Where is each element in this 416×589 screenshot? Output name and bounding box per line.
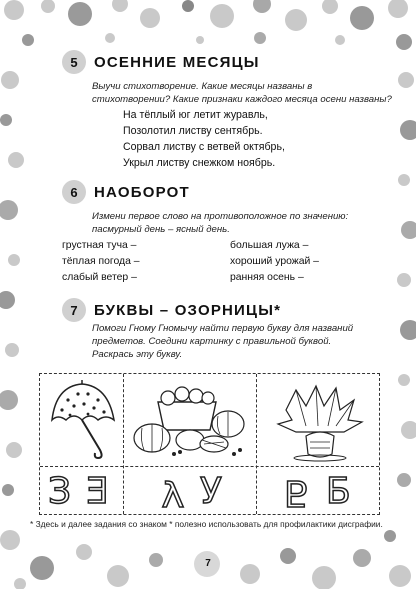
letter-e-mirrored[interactable]: Е	[86, 471, 109, 512]
task5-title: ОСЕННИЕ МЕСЯЦЫ	[94, 53, 260, 71]
task7-header	[62, 298, 281, 322]
task6-header	[62, 180, 190, 204]
poem-line: На тёплый юг летит журавль,	[123, 109, 268, 121]
task6-number: 6	[62, 180, 86, 204]
task7-instruction: Помоги Гному Гномычу найти первую букву для названий предметов. Соедини картинку с правильной буквой. Раскрась эту букву.	[92, 323, 354, 360]
word-pair: грустная туча –	[62, 240, 137, 251]
poem-line: Укрыл листву снежком ноябрь.	[123, 157, 276, 169]
task5-poem	[123, 107, 285, 171]
letter-z[interactable]: З	[48, 471, 72, 512]
task5-instruction: Выучи стихотворение. Какие месяцы названы в стихотворении? Какие признаки каждого месяца осени названы?	[92, 81, 392, 105]
task6-instruction: Измени первое слово на противоположное по значению: пасмурный день – ясный день.	[92, 211, 349, 235]
letter-b-flipped[interactable]: Б	[284, 472, 309, 513]
task5-header	[62, 50, 260, 74]
task6-left-column	[62, 238, 140, 286]
autumn-bouquet-picture	[266, 380, 374, 462]
word-pair: тёплая погода –	[62, 256, 140, 267]
task6-title: НАОБОРОТ	[94, 183, 190, 201]
letter-u-flipped[interactable]: У	[162, 472, 184, 513]
vegetables-picture	[130, 380, 250, 462]
letters-table	[39, 373, 380, 515]
task7-number: 7	[62, 298, 86, 322]
word-pair: хороший урожай –	[230, 256, 319, 267]
task7-title: БУКВЫ – ОЗОРНИЦЫ*	[94, 301, 282, 319]
poem-line: Сорвал листву с ветвей октябрь,	[123, 141, 285, 153]
footnote: * Здесь и далее задания со знаком * полезно использовать для профилактики дисграфии.	[30, 519, 383, 529]
letter-u[interactable]: У	[200, 471, 222, 512]
page-number: 7	[205, 558, 211, 569]
word-pair: слабый ветер –	[62, 272, 137, 283]
word-pair: большая лужа –	[230, 240, 309, 251]
umbrella-picture	[48, 380, 118, 462]
task6-right-column	[230, 238, 319, 286]
task5-number: 5	[62, 50, 86, 74]
letter-b[interactable]: Б	[326, 471, 351, 512]
word-pair: ранняя осень –	[230, 272, 304, 283]
poem-line: Позолотил листву сентябрь.	[123, 125, 263, 137]
